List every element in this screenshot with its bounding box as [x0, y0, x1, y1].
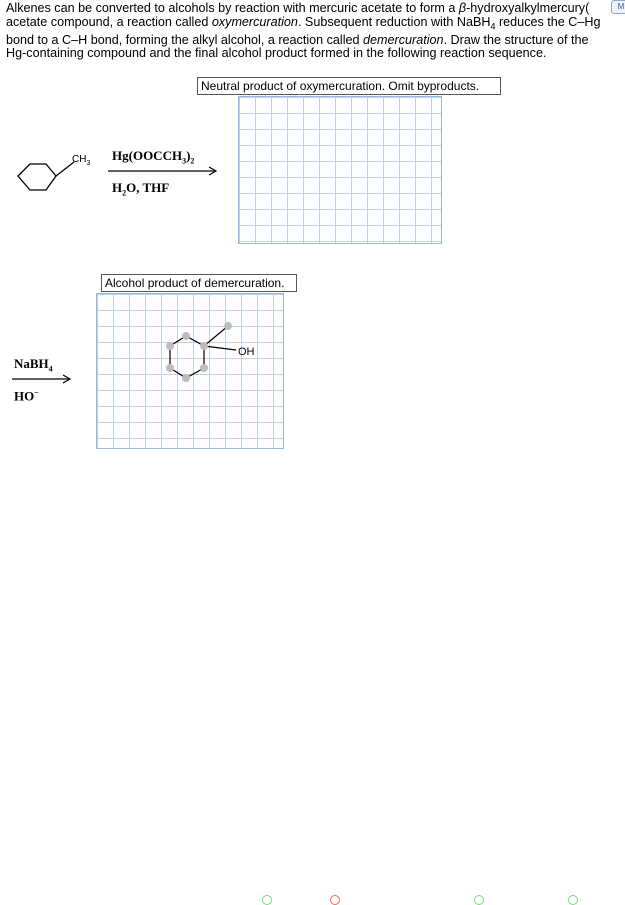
reagent-mercuric-acetate: $Hg(OOCCH_3)_2$: [112, 148, 195, 166]
question-line-1: Alkenes can be converted to alcohols by reaction with mercuric acetate to form a β-hydroxyalkylmercury(: [6, 1, 590, 15]
reagent-hydroxide: HO−: [14, 388, 39, 404]
question-line-4: Hg-containing compound and the final alcohol product formed in the following reaction sequence.: [6, 46, 547, 61]
hydroxyl-label: OH: [238, 346, 255, 358]
reaction-arrow-1: [108, 166, 220, 176]
demercuration-box-label: Alcohol product of demercuration.: [101, 274, 297, 292]
reagent-water-thf: $H_2O$, THF: [112, 180, 170, 198]
reaction-arrow-2: [12, 374, 74, 384]
question-line-3: bond to a C–H bond, forming the alkyl alcohol, a reaction called demercuration. Draw the structure of the: [6, 32, 589, 47]
question-text: [6, 2, 618, 61]
toolbar-option-icon[interactable]: [262, 895, 272, 905]
question-line-2: acetate compound, a reaction called oxymercuration. Subsequent reduction with NaBH$_4$ reduces the C–Hg: [6, 14, 601, 32]
oxymercuration-box-label: Neutral product of oxymercuration. Omit byproducts.: [197, 77, 501, 95]
toolbar-option-icon[interactable]: [474, 895, 484, 905]
methyl-label: $CH_3$: [72, 154, 91, 167]
toolbar-option-icon[interactable]: [330, 895, 340, 905]
drawing-toolbar-strip: [0, 447, 625, 455]
menu-badge[interactable]: M: [611, 0, 625, 14]
oxymercuration-drawing-canvas[interactable]: [238, 96, 442, 244]
toolbar-option-icon[interactable]: [568, 895, 578, 905]
cyclohexanol-product-structure: [158, 318, 238, 388]
reagent-sodium-borohydride: NaBH$_4$: [14, 356, 53, 374]
